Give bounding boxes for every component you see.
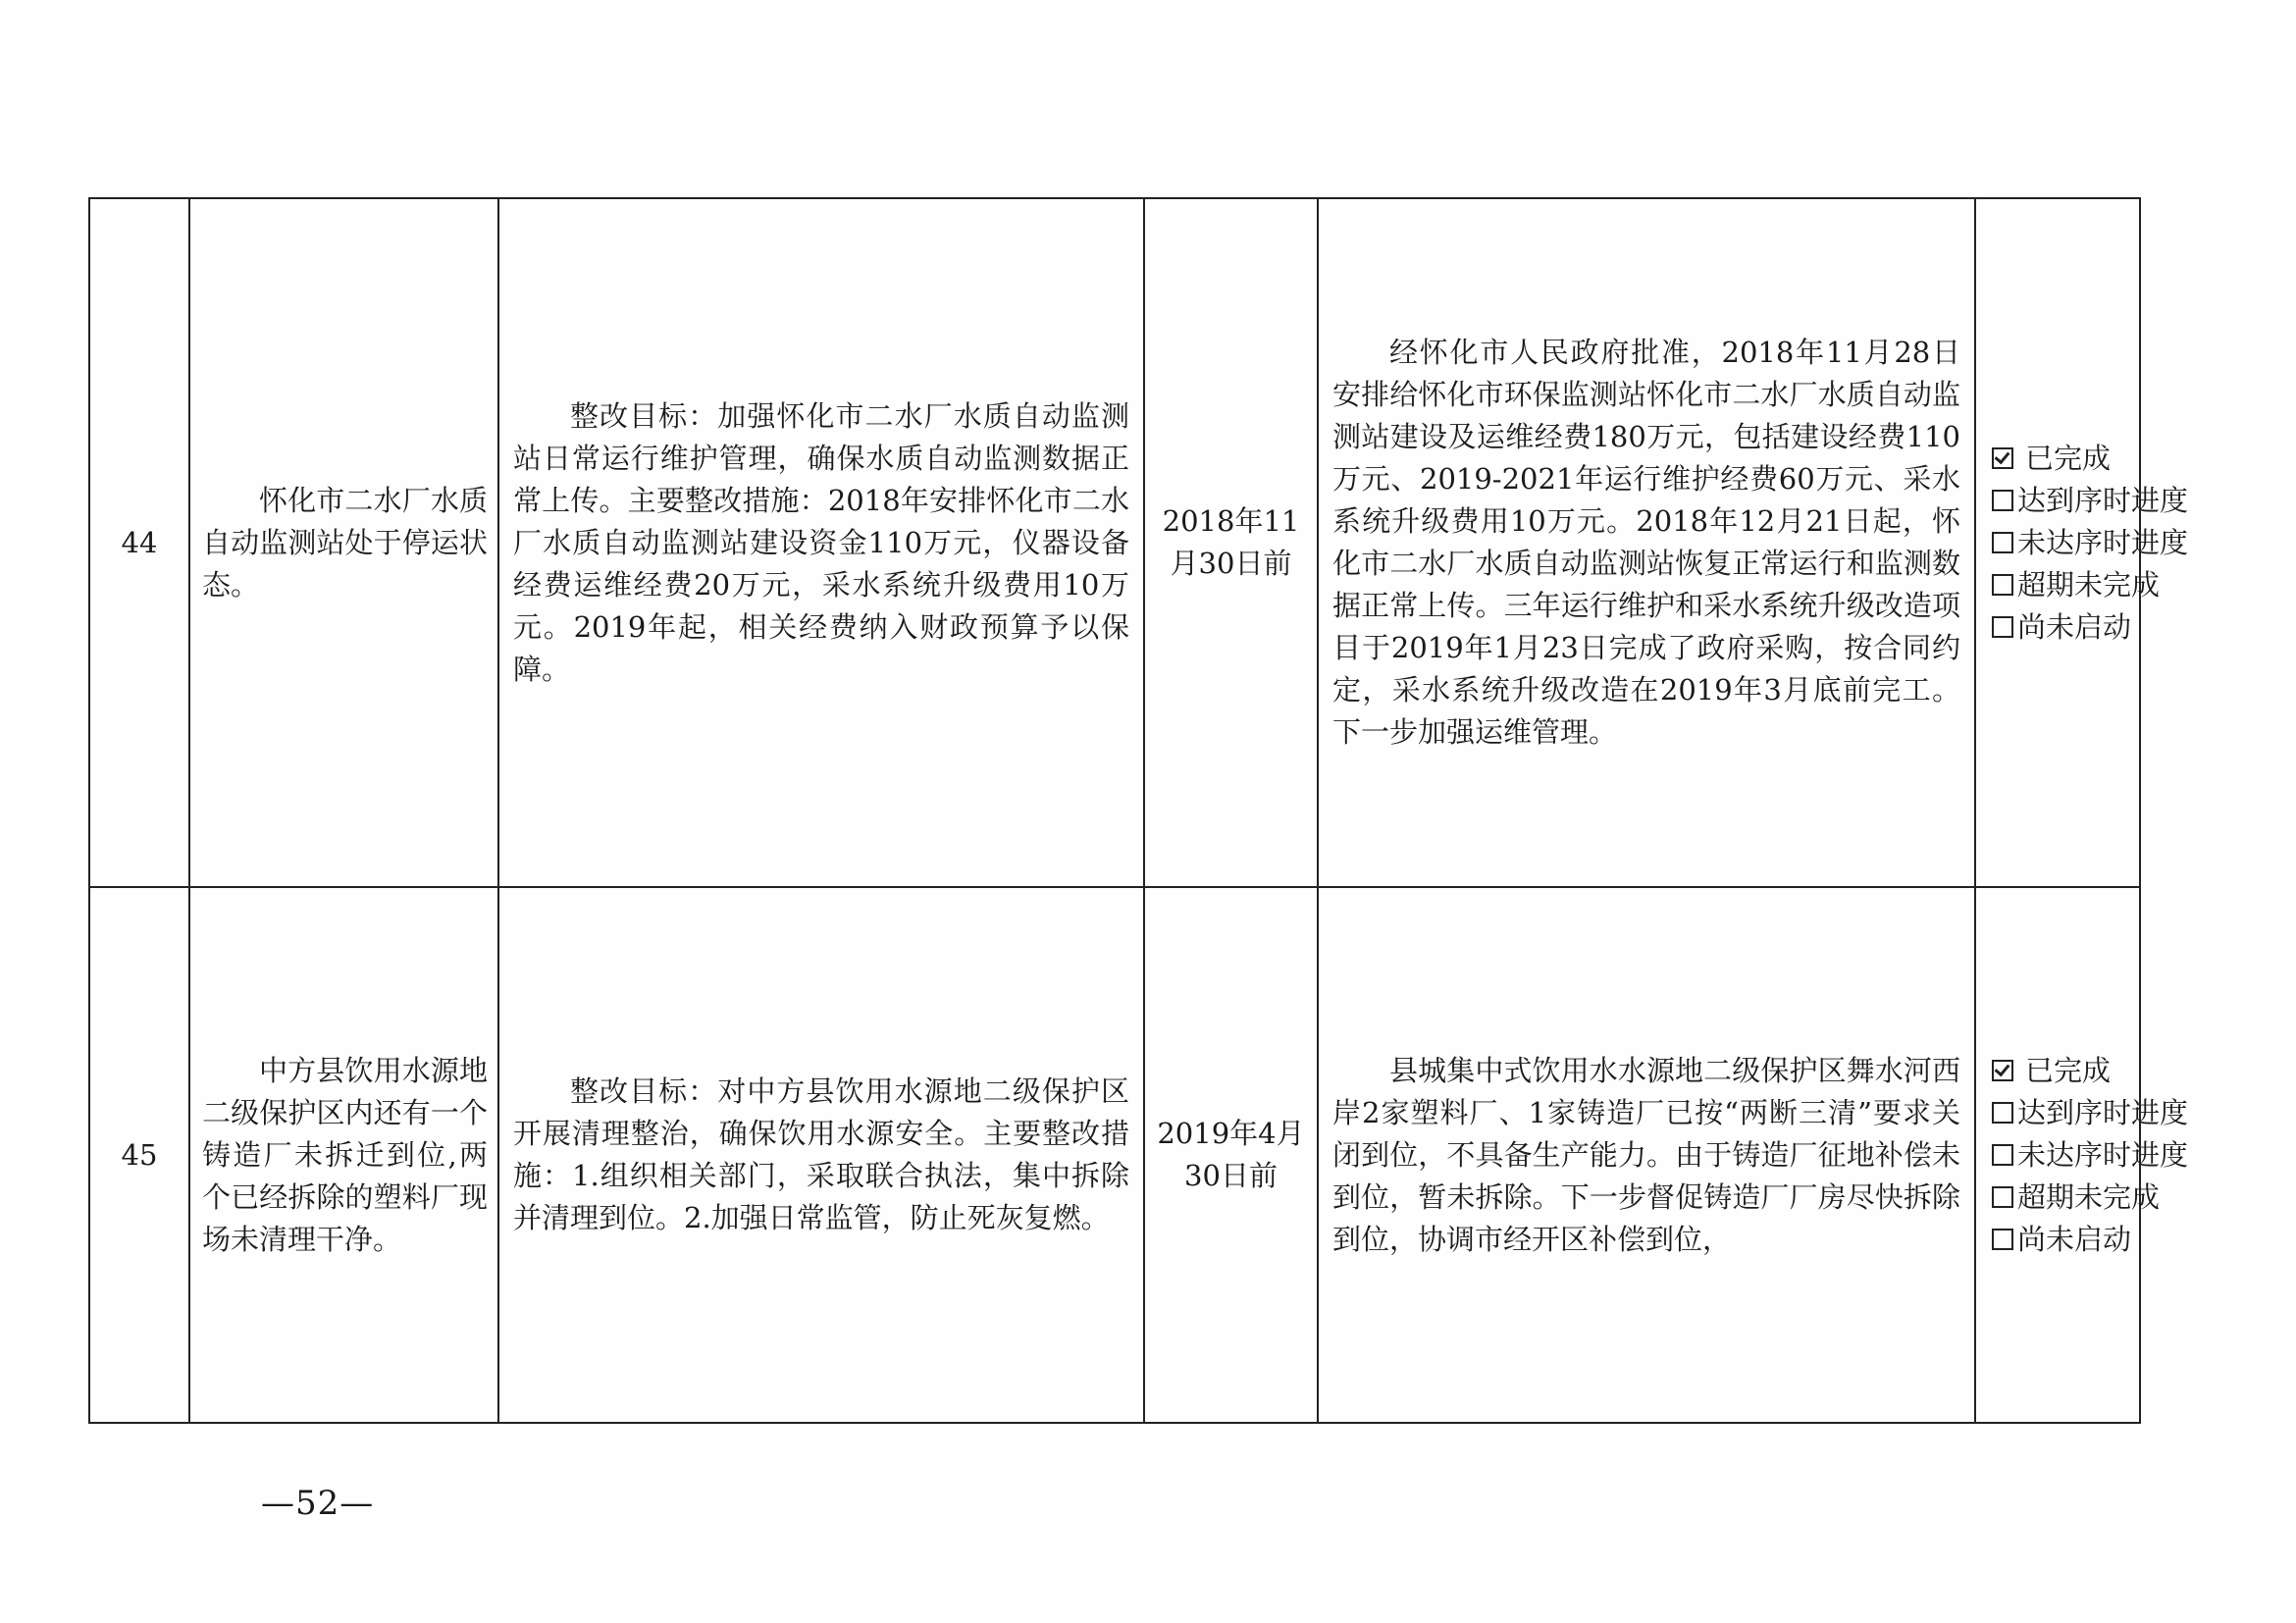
status-label: 尚未启动 (2017, 609, 2132, 644)
progress-text: 经怀化市人民政府批准，2018年11月28日安排给怀化市环保监测站怀化市二水厂水质自动监测站建设及运维经费180万元，包括建设经费110万元、2019-2021年运行维护经费60万元、采水系统升级费用10万元。2018年12月21日起，怀化市二水厂水质自动监测站恢复正常运行和监测数据正常上传。三年运行维护和采水系统升级改造项目于2019年1月23日完成了政府采购，按合同约定，采水系统升级改造在2019年3月底前完工。下一步加强运维管理。 (1332, 336, 1960, 749)
deadline-text: 2018年11月30日前 (1162, 504, 1300, 580)
status-option-completed (1992, 438, 2139, 480)
table-row (89, 887, 2140, 1423)
row-number: 44 (89, 198, 189, 887)
status-label: 已完成 (2025, 441, 2112, 475)
status-label: 未达序时进度 (2017, 525, 2189, 559)
status-label: 已完成 (2025, 1053, 2112, 1087)
measures-cell (498, 887, 1144, 1423)
issue-cell (189, 198, 498, 887)
issue-text: 中方县饮用水源地二级保护区内还有一个铸造厂未拆迁到位,两个已经拆除的塑料厂现场未清理干净。 (202, 1053, 488, 1256)
checkbox-icon (1992, 490, 2013, 511)
checkbox-icon (1992, 1229, 2013, 1250)
status-option-on-schedule (1992, 1092, 2189, 1134)
page-number: —52— (261, 1484, 375, 1523)
issue-text: 怀化市二水厂水质自动监测站处于停运状态。 (202, 483, 488, 602)
status-label: 尚未启动 (2017, 1222, 2132, 1256)
measures-cell (498, 198, 1144, 887)
status-option-not-started (1992, 606, 2139, 649)
checkbox-icon (1992, 1186, 2013, 1208)
status-label: 未达序时进度 (2017, 1137, 2189, 1172)
rectification-table (88, 197, 2189, 1424)
checked-checkbox-icon (1992, 447, 2013, 469)
status-option-not-started (1992, 1219, 2139, 1261)
table-row (89, 198, 2140, 887)
measures-text: 整改目标：加强怀化市二水厂水质自动监测站日常运行维护管理，确保水质自动监测数据正常上传。主要整改措施：2018年安排怀化市二水厂水质自动监测站建设资金110万元，仪器设备经费运维经费20万元，采水系统升级费用10万元。2019年起，相关经费纳入财政预算予以保障。 (513, 398, 1129, 686)
checkbox-icon (1992, 616, 2013, 638)
deadline-text: 2019年4月30日前 (1157, 1117, 1305, 1192)
status-option-on-schedule (1992, 480, 2189, 522)
checkbox-icon (1992, 532, 2013, 553)
checkbox-icon (1992, 1102, 2013, 1124)
status-cell (1975, 198, 2189, 887)
status-option-behind-schedule (1992, 522, 2189, 564)
progress-text: 县城集中式饮用水水源地二级保护区舞水河西岸2家塑料厂、1家铸造厂已按“两断三清”要求关闭到位，不具备生产能力。由于铸造厂征地补偿未到位，暂未拆除。下一步督促铸造厂厂房尽快拆除到位，协调市经开区补偿到位， (1332, 1053, 1960, 1256)
status-label: 达到序时进度 (2017, 483, 2189, 517)
row-number: 45 (89, 887, 189, 1423)
progress-cell (1318, 887, 1975, 1423)
checkbox-icon (1992, 574, 2013, 596)
issue-cell (189, 887, 498, 1423)
checkbox-icon (1992, 1144, 2013, 1166)
status-option-behind-schedule (1992, 1134, 2189, 1177)
status-label: 超期未完成 (2017, 1179, 2161, 1214)
status-option-completed (1992, 1050, 2139, 1092)
progress-cell (1318, 198, 1975, 887)
status-label: 超期未完成 (2017, 567, 2161, 602)
status-option-overdue (1992, 1177, 2161, 1219)
status-option-overdue (1992, 564, 2161, 606)
measures-text: 整改目标：对中方县饮用水源地二级保护区开展清理整治，确保饮用水源安全。主要整改措施：1.组织相关部门，采取联合执法，集中拆除并清理到位。2.加强日常监管，防止死灰复燃。 (513, 1074, 1129, 1234)
checked-checkbox-icon (1992, 1060, 2013, 1081)
deadline-cell (1144, 887, 1318, 1423)
status-cell (1975, 887, 2189, 1423)
status-label: 达到序时进度 (2017, 1095, 2189, 1129)
deadline-cell (1144, 198, 1318, 887)
